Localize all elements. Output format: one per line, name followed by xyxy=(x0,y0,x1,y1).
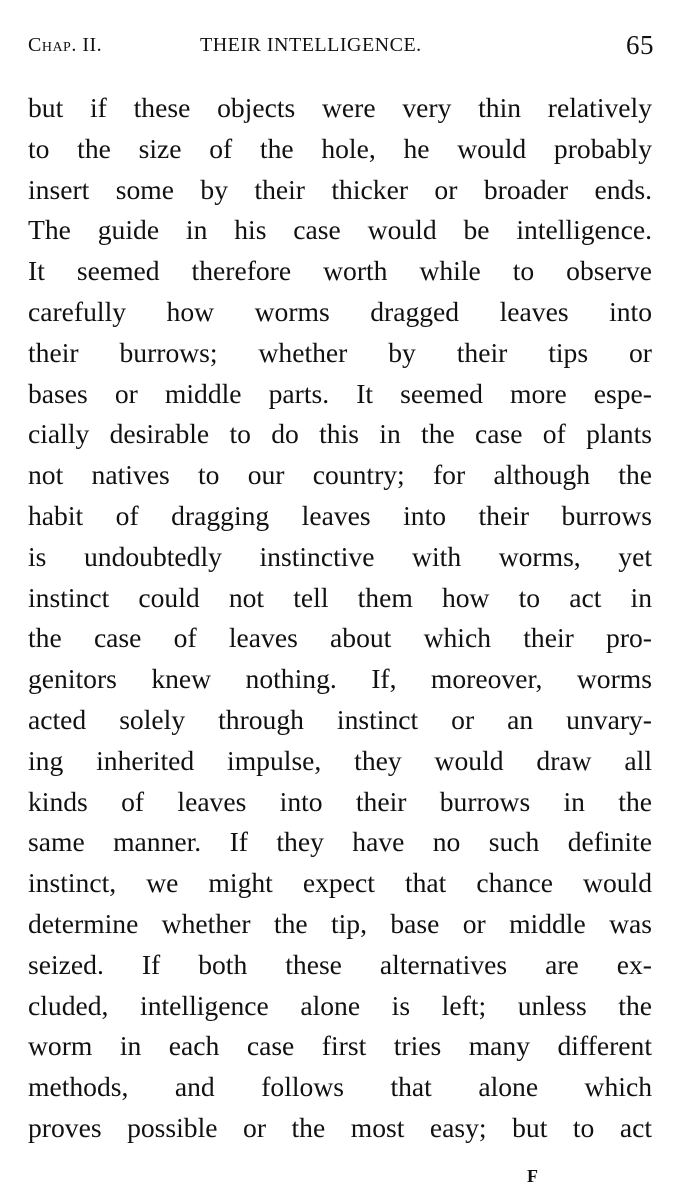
chapter-label: Chap. II. xyxy=(28,34,103,56)
text-line: instinct, we might expect that chance would xyxy=(28,867,652,899)
text-line: genitors knew nothing. If, moreover, worms xyxy=(28,663,652,695)
text-line: proves possible or the most easy; but to act xyxy=(28,1111,652,1143)
running-head xyxy=(28,30,654,62)
text-line: It seemed therefore worth while to observe xyxy=(28,255,652,287)
text-line: same manner. If they have no such definite xyxy=(28,826,652,858)
signature-mark: F xyxy=(527,1166,538,1186)
text-line: carefully how worms dragged leaves into xyxy=(28,295,652,327)
text-line: cluded, intelligence alone is left; unless the xyxy=(28,989,652,1021)
text-line: The guide in his case would be intelligence. xyxy=(28,214,652,246)
text-line: instinct could not tell them how to act in xyxy=(28,581,652,613)
text-line: the case of leaves about which their pro- xyxy=(28,622,652,654)
text-line: kinds of leaves into their burrows in the xyxy=(28,785,652,817)
text-line: determine whether the tip, base or middle was xyxy=(28,907,652,939)
text-line: habit of dragging leaves into their burrows xyxy=(28,499,652,531)
text-line: is undoubtedly instinctive with worms, yet xyxy=(28,540,652,572)
text-line: methods, and follows that alone which xyxy=(28,1071,652,1103)
page-number: 65 xyxy=(626,30,654,60)
running-title: THEIR INTELLIGENCE. xyxy=(200,34,422,56)
text-line: their burrows; whether by their tips or xyxy=(28,336,652,368)
text-line: to the size of the hole, he would probably xyxy=(28,132,652,164)
text-line: cially desirable to do this in the case of plants xyxy=(28,418,652,450)
body-text xyxy=(28,88,652,1149)
text-line: acted solely through instinct or an unvary- xyxy=(28,703,652,735)
text-line: bases or middle parts. It seemed more espe- xyxy=(28,377,652,409)
text-line: worm in each case first tries many different xyxy=(28,1030,652,1062)
text-line: ing inherited impulse, they would draw all xyxy=(28,744,652,776)
text-line: but if these objects were very thin relatively xyxy=(28,92,652,123)
text-line: seized. If both these alternatives are ex- xyxy=(28,948,652,980)
text-line: not natives to our country; for although the xyxy=(28,459,652,491)
text-line: insert some by their thicker or broader ends. xyxy=(28,173,652,205)
